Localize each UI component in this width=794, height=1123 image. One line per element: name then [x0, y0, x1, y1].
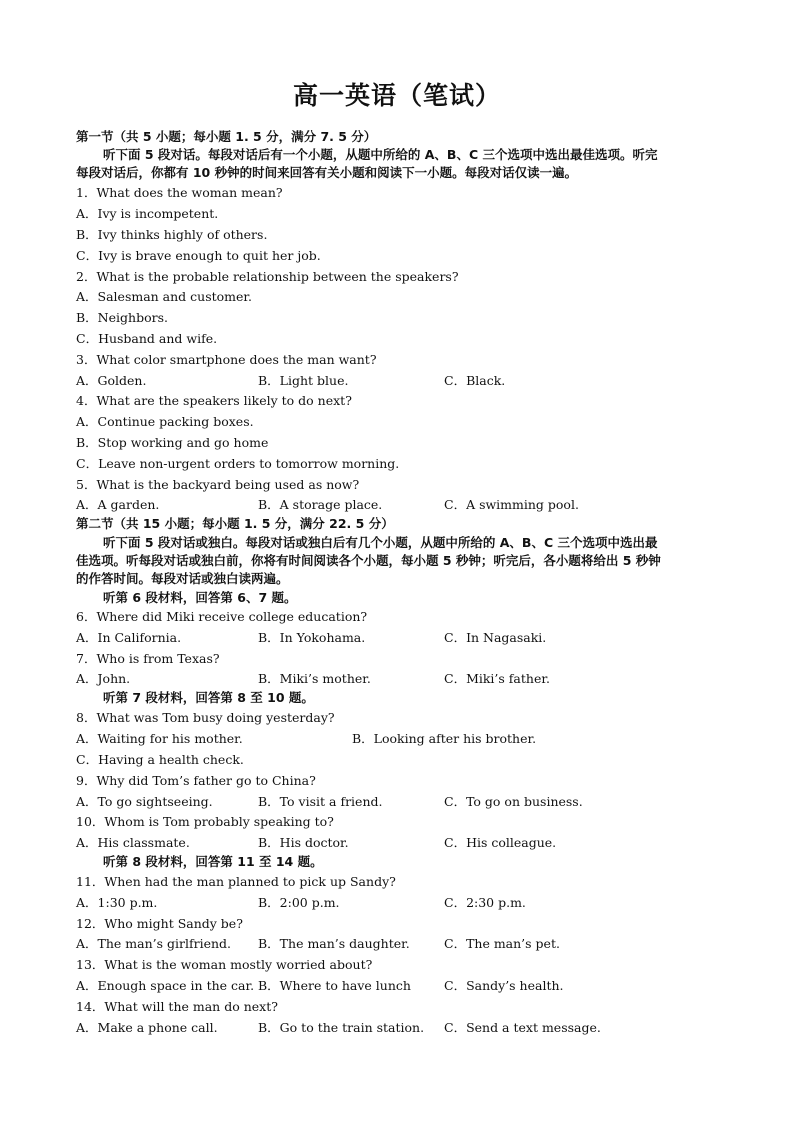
question-12: 12．Who might Sandy be?	[76, 916, 243, 931]
q12-option-b: B．The man’s daughter.	[258, 936, 410, 951]
question-6: 6．Where did Miki receive college education?	[76, 609, 368, 624]
question-3: 3．What color smartphone does the man want?	[76, 352, 377, 367]
question-14: 14．What will the man do next?	[76, 999, 278, 1014]
q1-option-c: C．Ivy is brave enough to quit her job.	[76, 248, 321, 263]
q8-option-b: B．Looking after his brother.	[352, 731, 537, 746]
q6-option-a: A．In California.	[76, 630, 182, 645]
q1-option-a: A．Ivy is incompetent.	[76, 206, 219, 221]
q8-option-a: A．Waiting for his mother.	[76, 731, 243, 746]
q9-option-c: C．To go on business.	[444, 794, 583, 809]
question-9: 9．Why did Tom’s father go to China?	[76, 773, 316, 788]
section1-heading: 第一节（共 5 小题；每小题 1. 5 分，满分 7. 5 分）	[76, 129, 377, 144]
q2-option-b: B．Neighbors.	[76, 310, 168, 325]
page-title: 高一英语（笔试）	[292, 81, 501, 110]
q10-option-c: C．His colleague.	[444, 835, 557, 850]
section1-instructions: 听下面 5 段对话。每段对话后有一个小题，从题中所给的 A、B、C 三个选项中选出最佳选项。听完	[103, 147, 658, 162]
q14-option-c: C．Send a text message.	[444, 1020, 601, 1035]
q13-option-a: A．Enough space in the car.	[76, 978, 255, 993]
q6-option-b: B．In Yokohama.	[258, 630, 366, 645]
q2-option-c: C．Husband and wife.	[76, 331, 218, 346]
q3-option-a: A．Golden.	[76, 373, 147, 388]
question-5: 5．What is the backyard being used as now?	[76, 477, 360, 492]
q4-option-c: C．Leave non-urgent orders to tomorrow morning.	[76, 456, 400, 471]
q11-option-b: B．2:00 p.m.	[258, 895, 340, 910]
q7-option-b: B．Miki’s mother.	[258, 671, 371, 686]
q12-option-a: A．The man’s girlfriend.	[76, 936, 231, 951]
question-4: 4．What are the speakers likely to do next?	[76, 393, 352, 408]
material-8-heading: 听第 8 段材料，回答第 11 至 14 题。	[103, 854, 323, 869]
question-13: 13．What is the woman mostly worried about?	[76, 957, 373, 972]
q2-option-a: A．Salesman and customer.	[76, 289, 253, 304]
section2-instructions-end: 的作答时间。每段对话或独白读两遍。	[76, 571, 289, 586]
q7-option-a: A．John.	[76, 671, 131, 686]
q9-option-a: A．To go sightseeing.	[76, 794, 213, 809]
question-8: 8．What was Tom busy doing yesterday?	[76, 710, 335, 725]
question-10: 10．Whom is Tom probably speaking to?	[76, 814, 334, 829]
q3-option-c: C．Black.	[444, 373, 506, 388]
q14-option-a: A．Make a phone call.	[76, 1020, 218, 1035]
q13-option-b: B．Where to have lunch	[258, 978, 411, 993]
question-11: 11．When had the man planned to pick up Sandy?	[76, 874, 396, 889]
q11-option-a: A．1:30 p.m.	[76, 895, 158, 910]
q4-option-a: A．Continue packing boxes.	[76, 414, 254, 429]
q6-option-c: C．In Nagasaki.	[444, 630, 547, 645]
q14-option-b: B．Go to the train station.	[258, 1020, 425, 1035]
section2-instructions: 听下面 5 段对话或独白。每段对话或独白后有几个小题，从题中所给的 A、B、C 三个选项中选出最	[103, 535, 658, 550]
q5-option-c: C．A swimming pool.	[444, 497, 579, 512]
q12-option-c: C．The man’s pet.	[444, 936, 560, 951]
q8-option-c: C．Having a health check.	[76, 752, 244, 767]
question-1: 1．What does the woman mean?	[76, 185, 283, 200]
q10-option-b: B．His doctor.	[258, 835, 349, 850]
q3-option-b: B．Light blue.	[258, 373, 349, 388]
q11-option-c: C．2:30 p.m.	[444, 895, 526, 910]
q7-option-c: C．Miki’s father.	[444, 671, 550, 686]
q1-option-b: B．Ivy thinks highly of others.	[76, 227, 268, 242]
section1-instructions-cont: 每段对话后，你都有 10 秒钟的时间来回答有关小题和阅读下一小题。每段对话仅读一遍。	[76, 165, 578, 180]
q5-option-a: A．A garden.	[76, 497, 160, 512]
section2-heading: 第二节（共 15 小题；每小题 1. 5 分，满分 22. 5 分）	[76, 516, 394, 531]
q10-option-a: A．His classmate.	[76, 835, 190, 850]
q9-option-b: B．To visit a friend.	[258, 794, 383, 809]
material-7-heading: 听第 7 段材料，回答第 8 至 10 题。	[103, 690, 314, 705]
q5-option-b: B．A storage place.	[258, 497, 383, 512]
q13-option-c: C．Sandy’s health.	[444, 978, 564, 993]
question-2: 2．What is the probable relationship between the speakers?	[76, 269, 459, 284]
section2-instructions-cont: 佳选项。听每段对话或独白前，你将有时间阅读各个小题，每小题 5 秒钟；听完后，各小题将给出 5 秒钟	[76, 553, 661, 568]
question-7: 7．Who is from Texas?	[76, 651, 220, 666]
q4-option-b: B．Stop working and go home	[76, 435, 269, 450]
material-6-heading: 听第 6 段材料，回答第 6、7 题。	[103, 590, 297, 605]
